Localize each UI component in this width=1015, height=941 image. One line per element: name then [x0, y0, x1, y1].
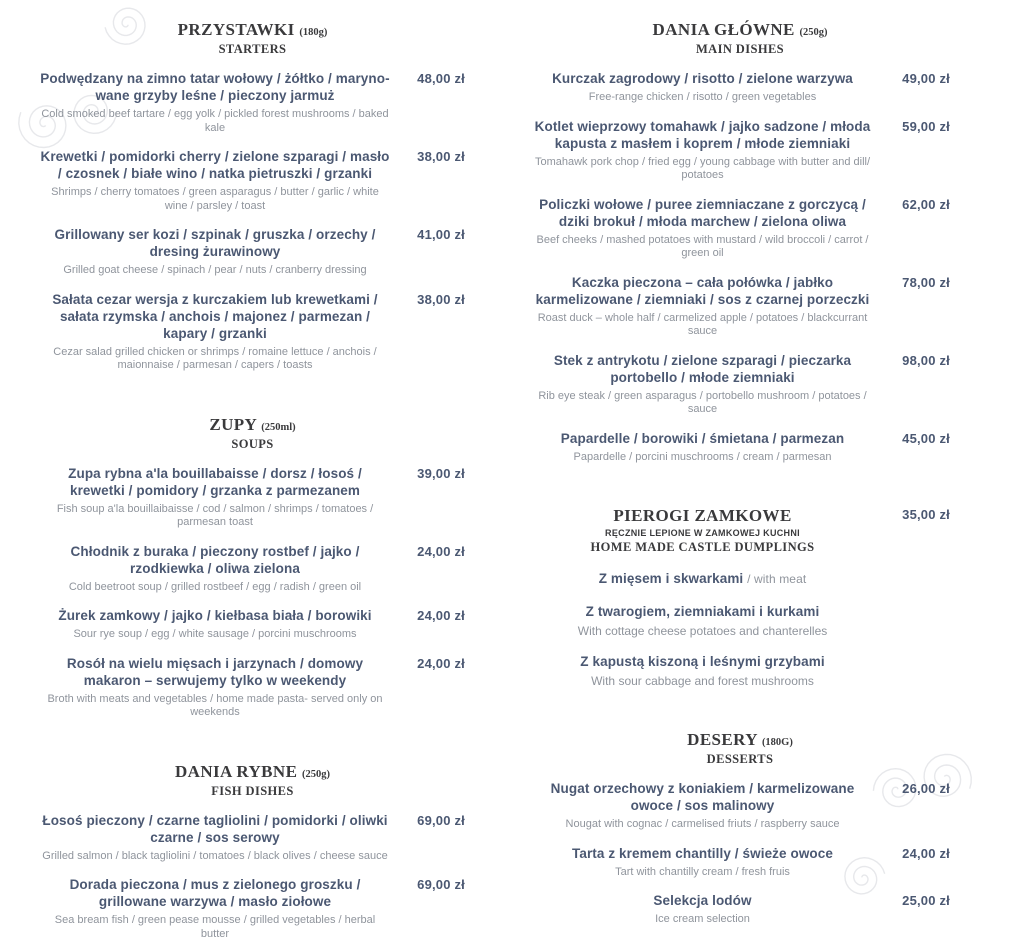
- menu-item: [530, 430, 950, 465]
- section-soups: [40, 415, 465, 720]
- section-title-text: DESERY: [687, 730, 757, 749]
- menu-item: [530, 274, 950, 339]
- item-body: [530, 603, 875, 638]
- item-price: 24,00 zł: [390, 543, 465, 559]
- item-body: [530, 118, 875, 183]
- item-desc-en-inline: / with meat: [747, 572, 806, 586]
- item-name-pl: Podwędzany na zimno tatar wołowy / żółtko / maryno-wane grzyby leśne / pieczony jarmuż: [40, 70, 390, 104]
- item-price: 78,00 zł: [875, 274, 950, 290]
- item-desc-en: Grilled salmon / black tagliolini / tomatoes / black olives / cheese sauce: [40, 850, 390, 864]
- item-body: [40, 655, 390, 720]
- item-desc-en: Rib eye steak / green asparagus / portobello mushroom / potatoes / sauce: [530, 390, 875, 417]
- item-price: 26,00 zł: [875, 780, 950, 796]
- item-desc-en: Cold beetroot soup / grilled rostbeef / egg / radish / green oil: [40, 581, 390, 595]
- menu-item: [530, 118, 950, 183]
- menu-item: [40, 812, 465, 864]
- item-body: [40, 465, 390, 530]
- item-body: [530, 653, 875, 688]
- item-name-pl: Selekcja lodów: [530, 892, 875, 909]
- section-title: [40, 762, 465, 782]
- item-desc-en: Roast duck – whole half / carmelized apple / potatoes / blackcurrant sauce: [530, 312, 875, 339]
- menu-item: [530, 780, 950, 832]
- item-price: 98,00 zł: [875, 352, 950, 368]
- menu-item: [530, 892, 950, 927]
- item-desc-en: Fish soup a'la bouillaibaisse / cod / salmon / shrimps / tomatoes / parmesan toast: [40, 503, 390, 530]
- menu-item: [530, 570, 950, 588]
- section-portion: (180G): [762, 737, 793, 748]
- item-body: [40, 607, 390, 642]
- section-title-text: DANIA GŁÓWNE: [653, 20, 795, 39]
- item-price: 69,00 zł: [390, 812, 465, 828]
- section-title: PIEROGI ZAMKOWE: [530, 506, 875, 526]
- item-price: 24,00 zł: [875, 845, 950, 861]
- item-price: 69,00 zł: [390, 876, 465, 892]
- section-subtitle: DESSERTS: [530, 752, 950, 767]
- menu-item: [530, 196, 950, 261]
- item-body: [530, 196, 875, 261]
- item-name-pl: Kaczka pieczona – cała połówka / jabłko karmelizowane / ziemniaki / sos z czarnej porzeczki: [530, 274, 875, 308]
- item-body: [530, 274, 875, 339]
- item-name-pl: Krewetki / pomidorki cherry / zielone szparagi / masło / czosnek / białe wino / natka pietruszki / grzanki: [40, 148, 390, 182]
- item-body: [530, 780, 875, 832]
- item-name-pl: Z kapustą kiszoną i leśnymi grzybami: [530, 653, 875, 670]
- item-desc-en: Sour rye soup / egg / white sausage / porcini muschrooms: [40, 628, 390, 642]
- item-price: 41,00 zł: [390, 226, 465, 242]
- section-header-body: [530, 506, 875, 555]
- section-subtitle: HOME MADE CASTLE DUMPLINGS: [530, 540, 875, 555]
- menu-item: [40, 465, 465, 530]
- menu-item: [40, 876, 465, 941]
- item-desc-en: Cezar salad grilled chicken or shrimps / romaine lettuce / anchois / maionnaise / parmesan / capers / toasts: [40, 346, 390, 373]
- section-header: [530, 730, 950, 767]
- menu-item: [530, 70, 950, 105]
- item-body: [40, 226, 390, 278]
- item-name-pl: Łosoś pieczony / czarne tagliolini / pomidorki / oliwki czarne / sos serowy: [40, 812, 390, 846]
- item-name-pl: Policzki wołowe / puree ziemniaczane z gorczycą / dziki brokuł / młoda marchew / zielona oliwa: [530, 196, 875, 230]
- item-name-pl: Rosół na wielu mięsach i jarzynach / domowy makaron – serwujemy tylko w weekendy: [40, 655, 390, 689]
- item-name-pl: Kurczak zagrodowy / risotto / zielone warzywa: [530, 70, 875, 87]
- item-desc-en: Tomahawk pork chop / fried egg / young cabbage with butter and dill/ potatoes: [530, 156, 875, 183]
- section-header: [40, 415, 465, 452]
- item-name-pl: Zupa rybna a'la bouillabaisse / dorsz / łosoś / krewetki / pomidory / grzanka z parmezanem: [40, 465, 390, 499]
- menu-item: [40, 655, 465, 720]
- section-subtitle: MAIN DISHES: [530, 42, 950, 57]
- item-name-text: Z mięsem i skwarkami: [599, 571, 744, 586]
- section-price: 35,00 zł: [875, 506, 950, 555]
- item-desc-en: Nougat with cognac / carmelised friuts / raspberry sauce: [530, 818, 875, 832]
- item-price-empty: [875, 603, 950, 604]
- item-body: [530, 70, 875, 105]
- section-header: [530, 20, 950, 57]
- item-desc-en: Sea bream fish / green pease mousse / grilled vegetables / herbal butter: [40, 914, 390, 941]
- item-body: [40, 876, 390, 941]
- item-desc-en: Shrimps / cherry tomatoes / green asparagus / butter / garlic / white wine / parsley / toast: [40, 186, 390, 213]
- item-name-pl: Stek z antrykotu / zielone szparagi / pieczarka portobello / młode ziemniaki: [530, 352, 875, 386]
- section-title: [40, 415, 465, 435]
- item-price: 49,00 zł: [875, 70, 950, 86]
- menu-item: [530, 603, 950, 638]
- menu-item: [530, 352, 950, 417]
- menu-column-left: [40, 20, 465, 941]
- section-portion: (180g): [299, 27, 327, 38]
- item-name-pl: Sałata cezar wersja z kurczakiem lub krewetkami / sałata rzymska / anchois / majonez / parmezan / kapary / grzanki: [40, 291, 390, 342]
- section-title-text: PRZYSTAWKI: [178, 20, 295, 39]
- item-body: [530, 430, 875, 465]
- section-subtitle: STARTERS: [40, 42, 465, 57]
- item-price: 59,00 zł: [875, 118, 950, 134]
- menu-item: [530, 845, 950, 880]
- item-body: [530, 845, 875, 880]
- section-portion: (250g): [302, 769, 330, 780]
- section-title: [530, 730, 950, 750]
- menu-item: [40, 607, 465, 642]
- item-desc-en: Broth with meats and vegetables / home made pasta- served only on weekends: [40, 693, 390, 720]
- item-price-empty: [875, 570, 950, 571]
- section-header: [530, 506, 950, 555]
- item-desc-en: With cottage cheese potatoes and chanterelles: [530, 624, 875, 638]
- item-desc-en: Cold smoked beef tartare / egg yolk / pickled forest mushrooms / baked kale: [40, 108, 390, 135]
- section-desserts: [530, 730, 950, 927]
- item-desc-en: Free-range chicken / risotto / green vegetables: [530, 91, 875, 105]
- item-name-pl: Żurek zamkowy / jajko / kiełbasa biała / borowiki: [40, 607, 390, 624]
- section-title-text: ZUPY: [209, 415, 256, 434]
- item-desc-en: Papardelle / porcini muschrooms / cream / parmesan: [530, 451, 875, 465]
- item-body: [40, 148, 390, 213]
- item-desc-en: Beef cheeks / mashed potatoes with mustard / wild broccoli / carrot / green oil: [530, 234, 875, 261]
- section-title: [40, 20, 465, 40]
- item-price: 25,00 zł: [875, 892, 950, 908]
- section-note: RĘCZNIE LEPIONE W ZAMKOWEJ KUCHNI: [530, 528, 875, 538]
- item-price: 24,00 zł: [390, 607, 465, 623]
- section-title: [530, 20, 950, 40]
- menu-item: [40, 543, 465, 595]
- section-portion: (250ml): [261, 422, 295, 433]
- item-price: 45,00 zł: [875, 430, 950, 446]
- item-body: [40, 543, 390, 595]
- menu-item: [40, 70, 465, 135]
- menu-item: [530, 653, 950, 688]
- item-price: 38,00 zł: [390, 148, 465, 164]
- item-name-pl: Nugat orzechowy z koniakiem / karmelizowane owoce / sos malinowy: [530, 780, 875, 814]
- section-header: [40, 20, 465, 57]
- item-desc-en: Grilled goat cheese / spinach / pear / nuts / cranberry dressing: [40, 264, 390, 278]
- item-name-pl: Dorada pieczona / mus z zielonego groszku / grillowane warzywa / masło ziołowe: [40, 876, 390, 910]
- menu-item: [40, 226, 465, 278]
- item-price: 62,00 zł: [875, 196, 950, 212]
- item-desc-en: Ice cream selection: [530, 913, 875, 927]
- item-body: [40, 291, 390, 373]
- section-title-text: DANIA RYBNE: [175, 762, 297, 781]
- item-body: [40, 70, 390, 135]
- item-price: 38,00 zł: [390, 291, 465, 307]
- item-body: [530, 352, 875, 417]
- item-price: 48,00 zł: [390, 70, 465, 86]
- item-name-pl: Papardelle / borowiki / śmietana / parmezan: [530, 430, 875, 447]
- item-price: 39,00 zł: [390, 465, 465, 481]
- menu-item: [40, 291, 465, 373]
- section-main-dishes: [530, 20, 950, 464]
- section-starters: [40, 20, 465, 373]
- item-name-pl: Chłodnik z buraka / pieczony rostbef / jajko / rzodkiewka / oliwa zielona: [40, 543, 390, 577]
- section-header: [40, 762, 465, 799]
- section-subtitle: SOUPS: [40, 437, 465, 452]
- item-name-pl: Z twarogiem, ziemniakami i kurkami: [530, 603, 875, 620]
- item-name-pl: Grillowany ser kozi / szpinak / gruszka / orzechy / dresing żurawinowy: [40, 226, 390, 260]
- section-portion: (250g): [799, 27, 827, 38]
- item-body: [530, 892, 875, 927]
- item-body: [530, 570, 875, 588]
- section-dumplings: [530, 506, 950, 688]
- item-name-pl: Tarta z kremem chantilly / świeże owoce: [530, 845, 875, 862]
- item-price: 24,00 zł: [390, 655, 465, 671]
- section-fish-dishes: [40, 762, 465, 941]
- item-desc-en: Tart with chantilly cream / fresh fruis: [530, 866, 875, 880]
- item-name-pl: Kotlet wieprzowy tomahawk / jajko sadzone / młoda kapusta z masłem i koprem / młode ziemniaki: [530, 118, 875, 152]
- menu-item: [40, 148, 465, 213]
- item-name-pl: [530, 570, 875, 588]
- item-price-empty: [875, 653, 950, 654]
- item-desc-en: With sour cabbage and forest mushrooms: [530, 674, 875, 688]
- item-body: [40, 812, 390, 864]
- section-subtitle: FISH DISHES: [40, 784, 465, 799]
- menu-column-right: [530, 20, 950, 941]
